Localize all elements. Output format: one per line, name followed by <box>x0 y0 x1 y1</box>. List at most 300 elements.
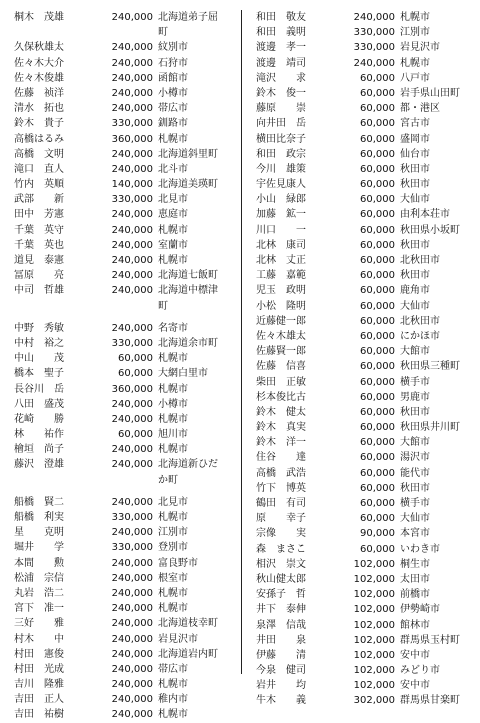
donor-entry <box>256 633 480 648</box>
entry-gap <box>14 314 238 321</box>
donation-amount: 240,000 <box>111 587 153 599</box>
donor-name: 牛木 義 <box>256 695 306 707</box>
donor-location: 安中市 <box>400 680 430 692</box>
donor-location: 秋田市 <box>400 163 430 175</box>
donation-amount: 240,000 <box>111 633 153 645</box>
donor-entry <box>256 496 480 511</box>
donor-name <box>14 473 76 488</box>
donor-entry <box>14 525 238 540</box>
donor-entry <box>256 116 480 131</box>
donor-location: 大仙市 <box>400 194 430 206</box>
donor-location: 北海道新ひだ <box>158 459 218 471</box>
donor-name <box>14 25 76 40</box>
donor-location: 大館市 <box>400 437 430 449</box>
donor-location: 桐生市 <box>400 558 430 570</box>
donation-amount: 60,000 <box>360 452 395 464</box>
donor-name <box>14 299 76 314</box>
donor-entry <box>14 647 238 662</box>
donor-entry <box>14 238 238 253</box>
donation-amount: 240,000 <box>111 270 153 282</box>
donor-location: いわき市 <box>400 543 440 555</box>
donor-name: 鈴木 貴子 <box>14 118 64 130</box>
donor-location: 札幌市 <box>158 679 188 691</box>
donor-name: 佐藤賢一郎 <box>256 346 306 358</box>
donor-location: 北見市 <box>158 194 188 206</box>
donor-name: 横田比奈子 <box>256 133 306 145</box>
donation-amount: 240,000 <box>111 694 153 706</box>
donor-location: 稚内市 <box>158 694 188 706</box>
donor-location: 都・港区 <box>400 103 440 115</box>
donor-location: 北海道美瑛町 <box>158 179 218 191</box>
donation-amount: 240,000 <box>111 557 153 569</box>
donor-name: 児玉 政明 <box>256 285 306 297</box>
donation-amount <box>76 25 158 40</box>
donor-name: 吉田 祐樹 <box>14 709 64 721</box>
donation-amount: 60,000 <box>360 270 395 282</box>
donor-location: 秋田県小坂町 <box>400 224 460 236</box>
donor-entry <box>256 511 480 526</box>
donation-amount: 240,000 <box>111 663 153 675</box>
donor-location: 北海道余市町 <box>158 337 218 349</box>
donation-amount: 60,000 <box>360 194 395 206</box>
donor-name: 小山 緑郎 <box>256 194 306 206</box>
donor-location: 北海道岩内町 <box>158 648 218 660</box>
donor-entry <box>256 526 480 541</box>
donor-name: 森 まさこ <box>256 543 306 555</box>
left-column <box>14 10 238 723</box>
donor-entry <box>256 314 480 329</box>
donor-entry <box>14 540 238 555</box>
donor-name: 佐々木雄太 <box>256 330 306 342</box>
donor-name: 吉田 正人 <box>14 694 64 706</box>
donor-entry <box>14 116 238 131</box>
column-divider <box>241 10 242 674</box>
donor-entry <box>256 283 480 298</box>
donation-amount: 102,000 <box>353 649 395 661</box>
donor-location: 仙台市 <box>400 148 430 160</box>
donor-location: 北斗市 <box>158 163 188 175</box>
donor-location: 八戸市 <box>400 72 430 84</box>
donation-amount: 330,000 <box>353 27 395 39</box>
donor-name: 鈴木 洋一 <box>256 437 306 449</box>
donor-location: 前橋市 <box>400 589 430 601</box>
donation-amount: 240,000 <box>111 255 153 266</box>
donation-amount: 102,000 <box>353 680 395 692</box>
donor-location: 札幌市 <box>158 383 188 395</box>
donation-amount: 60,000 <box>360 239 395 251</box>
donor-name: 佐々木大介 <box>14 57 64 69</box>
donation-amount: 240,000 <box>111 103 153 115</box>
donor-entry <box>256 177 480 192</box>
donor-name: 岩井 均 <box>256 680 306 692</box>
donation-amount: 60,000 <box>360 376 395 388</box>
donor-entry <box>14 25 238 40</box>
donation-amount: 240,000 <box>111 42 153 54</box>
donor-entry <box>256 557 480 572</box>
donor-name: 武部 新 <box>14 194 64 206</box>
donor-name: 橋本 聖子 <box>14 368 64 380</box>
donor-name: 住谷 達 <box>256 452 306 464</box>
donor-entry <box>14 10 238 25</box>
donor-name: 千葉 英守 <box>14 224 64 236</box>
donor-location: 秋田市 <box>400 406 430 418</box>
donor-name: 和田 政宗 <box>256 148 306 160</box>
donation-amount: 102,000 <box>353 604 395 616</box>
donor-location: 札幌市 <box>400 12 430 23</box>
donation-amount: 60,000 <box>360 148 395 160</box>
donor-location: 小樽市 <box>158 87 188 99</box>
donor-entry <box>256 253 480 268</box>
donor-location: 大仙市 <box>400 513 430 525</box>
donor-entry <box>256 648 480 663</box>
donor-location: 岩手県山田町 <box>400 87 460 99</box>
donor-name: 高橋 文明 <box>14 148 64 160</box>
donation-amount <box>76 299 158 314</box>
donor-entry <box>14 336 238 351</box>
donor-entry <box>256 466 480 481</box>
donation-amount: 60,000 <box>360 285 395 297</box>
donor-name: 松浦 宗信 <box>14 572 64 584</box>
donor-entry <box>256 40 480 55</box>
donor-location: 札幌市 <box>158 255 188 266</box>
donor-name: 今泉 健司 <box>256 665 306 677</box>
donor-location: 小樽市 <box>158 398 188 410</box>
donor-entry <box>14 616 238 631</box>
donation-amount: 60,000 <box>360 437 395 449</box>
donor-name: 道見 泰憲 <box>14 255 64 266</box>
donor-name: 佐藤 信喜 <box>256 361 306 373</box>
donor-entry <box>14 601 238 616</box>
donation-amount: 240,000 <box>111 163 153 175</box>
donation-amount: 240,000 <box>111 444 153 456</box>
donor-name: 鈴木 健太 <box>256 406 306 418</box>
donor-entry <box>14 321 238 336</box>
donor-location: 登別市 <box>158 542 188 554</box>
donor-name: 井田 泉 <box>256 634 306 646</box>
donor-entry <box>256 238 480 253</box>
donor-name: 千葉 英也 <box>14 239 64 251</box>
donation-amount: 240,000 <box>111 709 153 721</box>
donor-location: 室蘭市 <box>158 239 188 251</box>
donation-amount: 60,000 <box>360 422 395 434</box>
donor-name: 鈴木 真実 <box>256 422 306 434</box>
donation-amount: 60,000 <box>118 429 153 441</box>
donation-amount: 60,000 <box>360 300 395 312</box>
donor-location: 帯広市 <box>158 663 188 675</box>
donor-entry <box>14 427 238 442</box>
donor-entry <box>14 366 238 381</box>
donor-entry <box>14 71 238 86</box>
donor-name: 高橋 武浩 <box>256 467 306 479</box>
donor-location: 富良野市 <box>158 557 198 569</box>
donation-amount: 60,000 <box>360 513 395 525</box>
donor-name: 檜垣 尚子 <box>14 444 64 456</box>
donor-location: 札幌市 <box>400 57 430 69</box>
donation-amount: 240,000 <box>111 572 153 584</box>
donation-amount: 240,000 <box>111 527 153 539</box>
donor-entry <box>14 571 238 586</box>
donor-location: 札幌市 <box>158 133 188 145</box>
donor-entry <box>14 473 238 488</box>
donation-amount: 102,000 <box>353 619 395 631</box>
donor-entry <box>256 618 480 633</box>
donation-amount: 60,000 <box>360 391 395 403</box>
donor-entry <box>14 299 238 314</box>
donor-name: 川口 一 <box>256 224 306 236</box>
donor-location: 岩見沢市 <box>400 42 440 54</box>
donor-location: 北海道弟子屈 <box>158 12 218 23</box>
donor-name: 三好 雅 <box>14 618 64 630</box>
donor-entry <box>256 132 480 147</box>
donor-entry <box>14 223 238 238</box>
donor-name: 高橋はるみ <box>14 133 64 145</box>
donor-name: 和田 敬友 <box>256 12 306 23</box>
donor-name: 伊藤 清 <box>256 649 306 661</box>
donor-location: 太田市 <box>400 573 430 585</box>
donor-name: 星 克明 <box>14 527 64 539</box>
donor-entry <box>14 632 238 647</box>
donor-name: 船橋 賢二 <box>14 496 64 508</box>
donor-location: 町 <box>158 300 168 312</box>
donor-entry <box>256 450 480 465</box>
donation-amount: 60,000 <box>118 368 153 380</box>
donor-entry <box>14 412 238 427</box>
donation-amount: 240,000 <box>111 209 153 221</box>
donor-name: 北林 康司 <box>256 239 306 251</box>
donor-location: 札幌市 <box>158 587 188 599</box>
donor-name: 和田 義明 <box>256 27 306 39</box>
donor-location: 安中市 <box>400 649 430 661</box>
donor-location: 由利本荘市 <box>400 209 450 221</box>
donor-name: 長谷川 岳 <box>14 383 64 395</box>
donor-entry <box>256 299 480 314</box>
donor-location: 北海道枝幸町 <box>158 618 218 630</box>
donor-location: 釧路市 <box>158 118 188 130</box>
donor-entry <box>14 556 238 571</box>
donation-amount: 60,000 <box>118 353 153 365</box>
donor-entry <box>256 542 480 557</box>
donation-amount <box>76 473 158 488</box>
donor-location: 宮古市 <box>400 118 430 130</box>
donor-name: 村田 光成 <box>14 663 64 675</box>
donor-entry <box>14 101 238 116</box>
donation-amount: 60,000 <box>360 361 395 373</box>
donor-entry <box>256 162 480 177</box>
donor-name: 渡邊 孝一 <box>256 42 306 54</box>
donation-amount: 102,000 <box>353 634 395 646</box>
donor-name: 小松 隆明 <box>256 300 306 312</box>
donor-location: 秋田市 <box>400 179 430 191</box>
donation-amount: 240,000 <box>111 87 153 99</box>
entry-gap <box>14 488 238 495</box>
donor-location: 札幌市 <box>158 353 188 365</box>
donor-name: 船橋 利実 <box>14 512 64 523</box>
donor-entry <box>14 397 238 412</box>
donor-location: 名寄市 <box>158 322 188 334</box>
donation-amount: 60,000 <box>360 224 395 236</box>
donation-amount: 60,000 <box>360 498 395 509</box>
donor-location: 札幌市 <box>158 709 188 721</box>
donor-location: 江別市 <box>400 27 430 39</box>
donor-location: 横手市 <box>400 498 430 509</box>
donor-entry <box>256 101 480 116</box>
donor-name: 村田 憲俊 <box>14 648 64 660</box>
donor-location: 秋田市 <box>400 239 430 251</box>
donation-amount: 330,000 <box>111 542 153 554</box>
donor-location: 群馬県甘楽町 <box>400 695 460 707</box>
donor-entry <box>14 495 238 510</box>
donor-name: 林 祐作 <box>14 429 64 441</box>
donor-location: 秋田県井川町 <box>400 422 460 434</box>
donation-amount: 102,000 <box>353 558 395 570</box>
donor-location: 男鹿市 <box>400 391 430 403</box>
donation-amount: 240,000 <box>353 12 395 23</box>
donor-location: 横手市 <box>400 376 430 388</box>
donor-name: 北林 丈正 <box>256 255 306 266</box>
donor-location: 秋田市 <box>400 270 430 282</box>
donor-location: 鹿角市 <box>400 285 430 297</box>
donor-name: 田中 芳憲 <box>14 209 64 221</box>
donor-entry <box>14 457 238 472</box>
donor-entry <box>14 662 238 677</box>
donor-name: 宗像 実 <box>256 528 306 540</box>
donor-name: 秋山健太郎 <box>256 573 306 585</box>
donation-amount: 240,000 <box>111 618 153 630</box>
donation-amount: 360,000 <box>111 383 153 395</box>
donor-entry <box>14 510 238 525</box>
donor-location: 石狩市 <box>158 57 188 69</box>
donor-entry <box>14 147 238 162</box>
donation-amount: 60,000 <box>360 543 395 555</box>
donor-entry <box>14 40 238 55</box>
donor-entry <box>256 587 480 602</box>
donation-amount: 240,000 <box>111 648 153 660</box>
donor-entry <box>256 25 480 40</box>
donor-name: 渡邊 靖司 <box>256 57 306 69</box>
donor-entry <box>14 382 238 397</box>
donation-amount: 60,000 <box>360 133 395 145</box>
donor-name: 鈴木 俊一 <box>256 87 306 99</box>
donor-location: 恵庭市 <box>158 209 188 221</box>
donation-amount: 60,000 <box>360 72 395 84</box>
donor-entry <box>256 481 480 496</box>
donation-amount: 60,000 <box>360 482 395 494</box>
donor-entry <box>14 268 238 283</box>
donor-location: 館林市 <box>400 619 430 631</box>
donation-amount: 240,000 <box>111 148 153 160</box>
donor-location: 函館市 <box>158 72 188 84</box>
donor-name: 清水 拓也 <box>14 103 64 115</box>
donor-location: 大仙市 <box>400 300 430 312</box>
right-column <box>256 10 480 709</box>
donor-name: 竹下 博英 <box>256 482 306 494</box>
donor-location: 秋田県三種町 <box>400 361 460 373</box>
donation-amount: 240,000 <box>111 413 153 425</box>
donor-name: 滝沢 求 <box>256 72 306 84</box>
donor-name: 宇佐見康人 <box>256 179 306 191</box>
donor-entry <box>256 207 480 222</box>
donor-entry <box>256 86 480 101</box>
donor-entry <box>256 10 480 25</box>
donor-location: 根室市 <box>158 572 188 584</box>
donor-entry <box>256 405 480 420</box>
donor-location: 岩見沢市 <box>158 633 198 645</box>
donor-name: 相沢 崇文 <box>256 558 306 570</box>
donor-entry <box>14 692 238 707</box>
donor-location: 北海道中標津 <box>158 285 218 297</box>
donor-name: 桐木 茂雄 <box>14 12 64 23</box>
donor-entry <box>14 162 238 177</box>
donor-name: 工藤 嘉範 <box>256 270 306 282</box>
donor-entry <box>14 442 238 457</box>
donor-location: 北秋田市 <box>400 255 440 266</box>
donor-name: 久保秋雄太 <box>14 42 64 54</box>
donor-entry <box>14 177 238 192</box>
donation-amount: 330,000 <box>111 194 153 206</box>
donation-amount: 240,000 <box>111 496 153 508</box>
donation-amount: 60,000 <box>360 315 395 327</box>
donation-amount: 330,000 <box>111 337 153 349</box>
donor-entry <box>14 192 238 207</box>
donor-location: 湯沢市 <box>400 452 430 464</box>
donor-name: 向井田 岳 <box>256 118 306 130</box>
donation-amount: 60,000 <box>360 103 395 115</box>
donor-name: 本間 勲 <box>14 557 64 569</box>
donor-entry <box>256 359 480 374</box>
donor-location: 能代市 <box>400 467 430 479</box>
donor-entry <box>256 268 480 283</box>
donor-location: 町 <box>158 27 168 39</box>
donation-amount: 360,000 <box>111 133 153 145</box>
donor-name: 藤原 崇 <box>256 103 306 115</box>
donor-name: 八田 盛茂 <box>14 398 64 410</box>
donor-location: 旭川市 <box>158 429 188 441</box>
donor-entry <box>256 329 480 344</box>
donor-location: 伊勢崎市 <box>400 604 440 616</box>
donation-amount: 240,000 <box>111 679 153 691</box>
donor-location: 秋田市 <box>400 482 430 494</box>
donor-location: 北秋田市 <box>400 315 440 327</box>
donor-entry <box>256 693 480 708</box>
donor-location: 大館市 <box>400 346 430 358</box>
donation-amount: 240,000 <box>111 603 153 615</box>
donor-entry <box>14 283 238 298</box>
donor-entry <box>14 86 238 101</box>
donation-amount: 60,000 <box>360 406 395 418</box>
donation-amount: 240,000 <box>111 322 153 334</box>
donation-amount: 302,000 <box>353 695 395 707</box>
donor-name: 泉澤 信哉 <box>256 619 306 631</box>
donor-entry <box>14 677 238 692</box>
donor-location: みどり市 <box>400 665 440 677</box>
donation-amount: 240,000 <box>111 12 153 23</box>
donor-location: 札幌市 <box>158 413 188 425</box>
donor-name: 近藤健一郎 <box>256 315 306 327</box>
donor-name: 佐々木俊雄 <box>14 72 64 84</box>
donor-location: 大網白里市 <box>158 368 208 380</box>
donor-entry <box>14 707 238 722</box>
donation-amount: 240,000 <box>111 72 153 84</box>
donor-entry <box>256 390 480 405</box>
donor-location: 札幌市 <box>158 444 188 456</box>
donor-entry <box>256 344 480 359</box>
donor-name: 花崎 勝 <box>14 413 64 425</box>
donor-location: 群馬県玉村町 <box>400 634 460 646</box>
donor-location: 江別市 <box>158 527 188 539</box>
donor-entry <box>14 132 238 147</box>
donor-entry <box>256 572 480 587</box>
donor-entry <box>256 602 480 617</box>
